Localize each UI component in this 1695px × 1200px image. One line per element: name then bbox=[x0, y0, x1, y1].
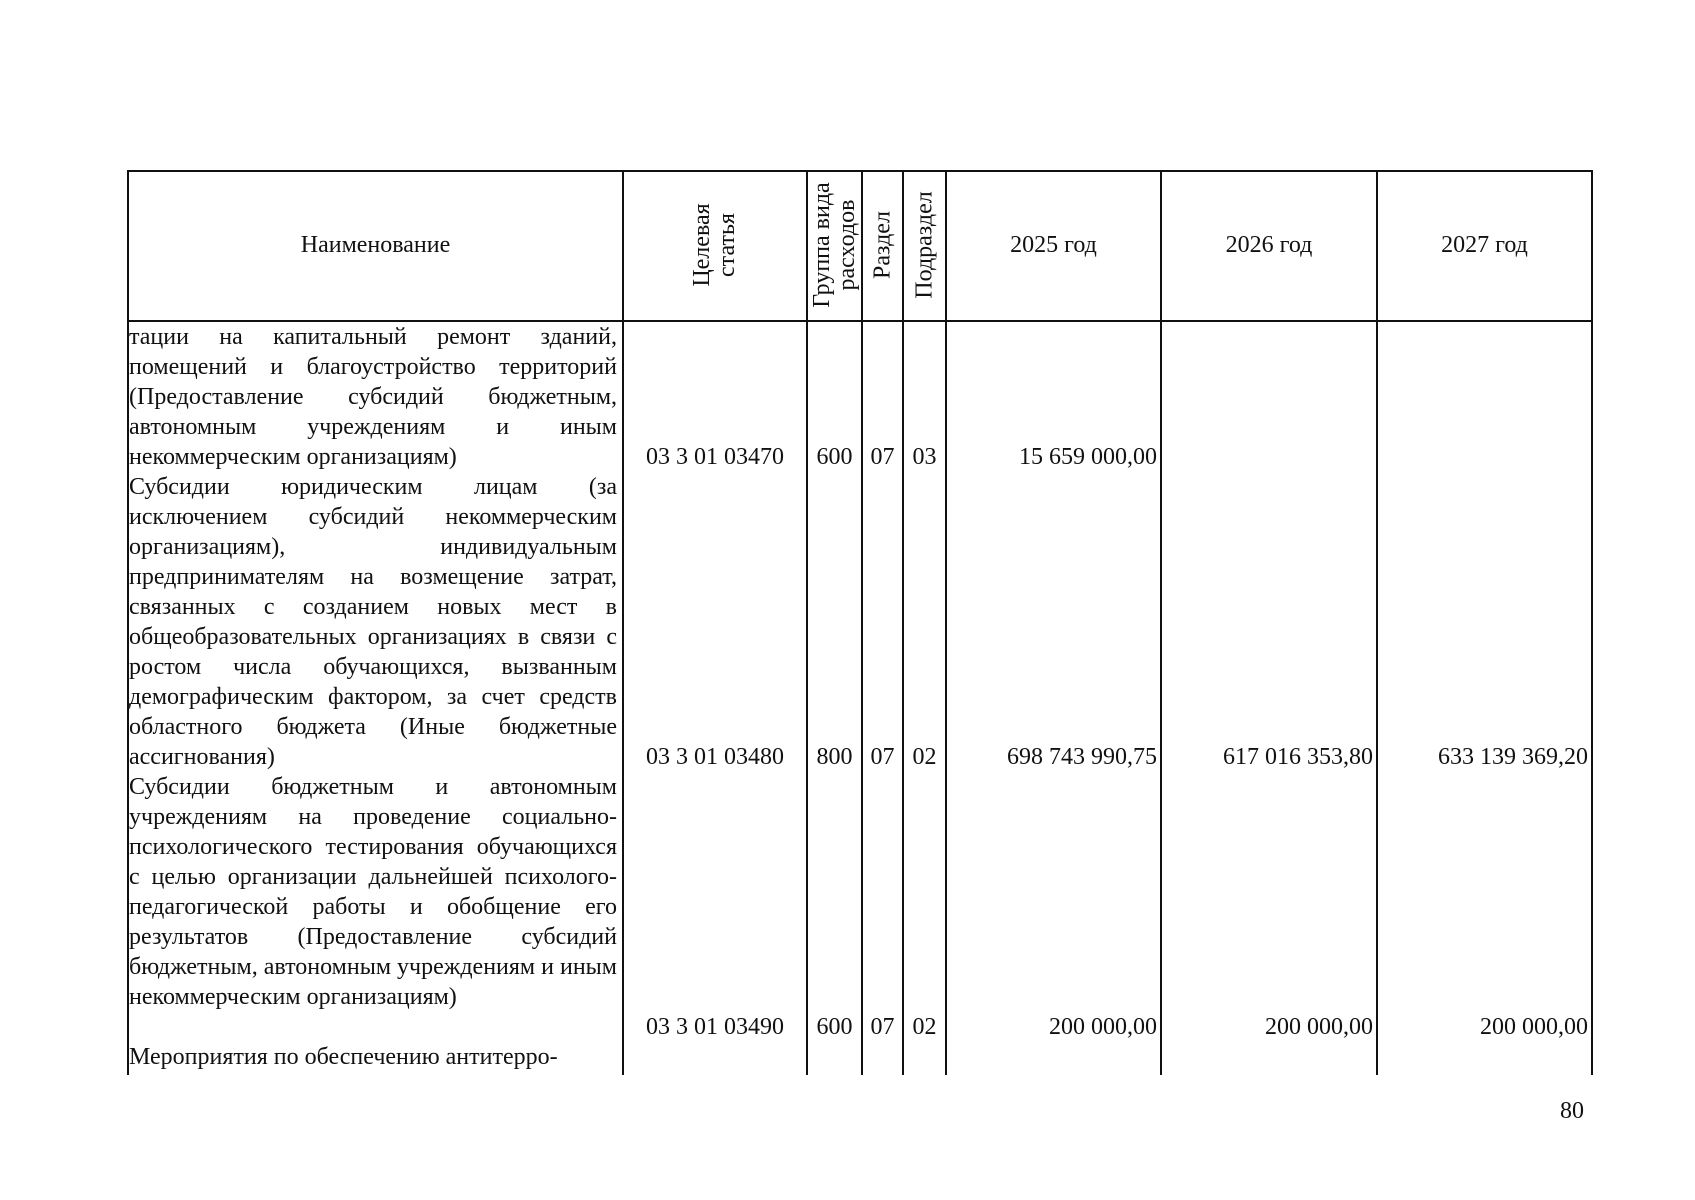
header-2026-label: 2026 год bbox=[1225, 231, 1313, 258]
row-target-article: 03 3 01 03480 bbox=[646, 744, 784, 770]
header-expense-group-label: Группа вида расходов bbox=[808, 182, 860, 308]
row-target-article: 03 3 01 03490 bbox=[646, 1014, 784, 1040]
header-subsection bbox=[904, 170, 945, 320]
header-section bbox=[863, 170, 902, 320]
row-2027-amount: 633 139 369,20 bbox=[1438, 744, 1588, 770]
row-subsection: 02 bbox=[912, 1014, 937, 1040]
budget-table bbox=[127, 170, 1593, 1075]
header-2025 bbox=[947, 170, 1160, 320]
header-target-article bbox=[624, 170, 806, 320]
row-section: 07 bbox=[870, 744, 895, 770]
row-2027-amount: 200 000,00 bbox=[1480, 1014, 1588, 1040]
header-name-label: Наименование bbox=[300, 231, 451, 258]
table-row-description: тации на капитальный ремонт зданий, помещений и благоустройство территорий (Предоставление субсидий бюджетным, автономным учреждениям и иным некоммерческим организациям) bbox=[129, 324, 617, 470]
header-2027-label: 2027 год bbox=[1441, 231, 1528, 258]
header-subsection-label: Подраздел bbox=[910, 191, 937, 299]
row-subsection: 02 bbox=[912, 744, 937, 770]
table-row-description: Мероприятия по обеспечению антитерро- bbox=[129, 1044, 558, 1070]
table-row-description: Субсидии юридическим лицам (за исключением субсидий некоммерческим организациям), индивидуальным предпринимателям на возмещение затрат, связанных с созданием новых мест в общеобразовательных организациях в связи с ростом числа обучающихся, вызванным демографическим фактором, за счет средств областного бюджета (Иные бюджетные ассигнования) bbox=[129, 474, 617, 770]
row-expense-group: 600 bbox=[816, 1014, 853, 1040]
row-expense-group: 600 bbox=[816, 444, 853, 470]
header-name bbox=[129, 170, 622, 320]
header-section-label: Раздел bbox=[868, 211, 895, 279]
col-border bbox=[1591, 170, 1593, 1075]
row-2025-amount: 200 000,00 bbox=[1049, 1014, 1157, 1040]
row-2025-amount: 15 659 000,00 bbox=[1019, 444, 1157, 470]
header-expense-group bbox=[808, 170, 861, 320]
row-2025-amount: 698 743 990,75 bbox=[1007, 744, 1157, 770]
row-subsection: 03 bbox=[912, 444, 937, 470]
header-2025-label: 2025 год bbox=[1010, 231, 1097, 258]
row-2026-amount: 617 016 353,80 bbox=[1223, 744, 1373, 770]
table-row-description: Субсидии бюджетным и автономным учреждениям на проведение социально-психологического тестирования обучающихся с целью организации дальнейшей психолого-педагогической работы и обобщение его результатов (Предоставление субсидий бюджетным, автономным учреждениям и иным некоммерческим организациям) bbox=[129, 774, 617, 1010]
row-target-article: 03 3 01 03470 bbox=[646, 444, 784, 470]
page-number: 80 bbox=[1560, 1098, 1584, 1124]
row-section: 07 bbox=[870, 1014, 895, 1040]
header-2027 bbox=[1378, 170, 1591, 320]
row-2026-amount: 200 000,00 bbox=[1265, 1014, 1373, 1040]
row-expense-group: 800 bbox=[816, 744, 853, 770]
row-section: 07 bbox=[870, 444, 895, 470]
header-2026 bbox=[1162, 170, 1376, 320]
header-target-article-label: Целевая статья bbox=[688, 203, 740, 287]
